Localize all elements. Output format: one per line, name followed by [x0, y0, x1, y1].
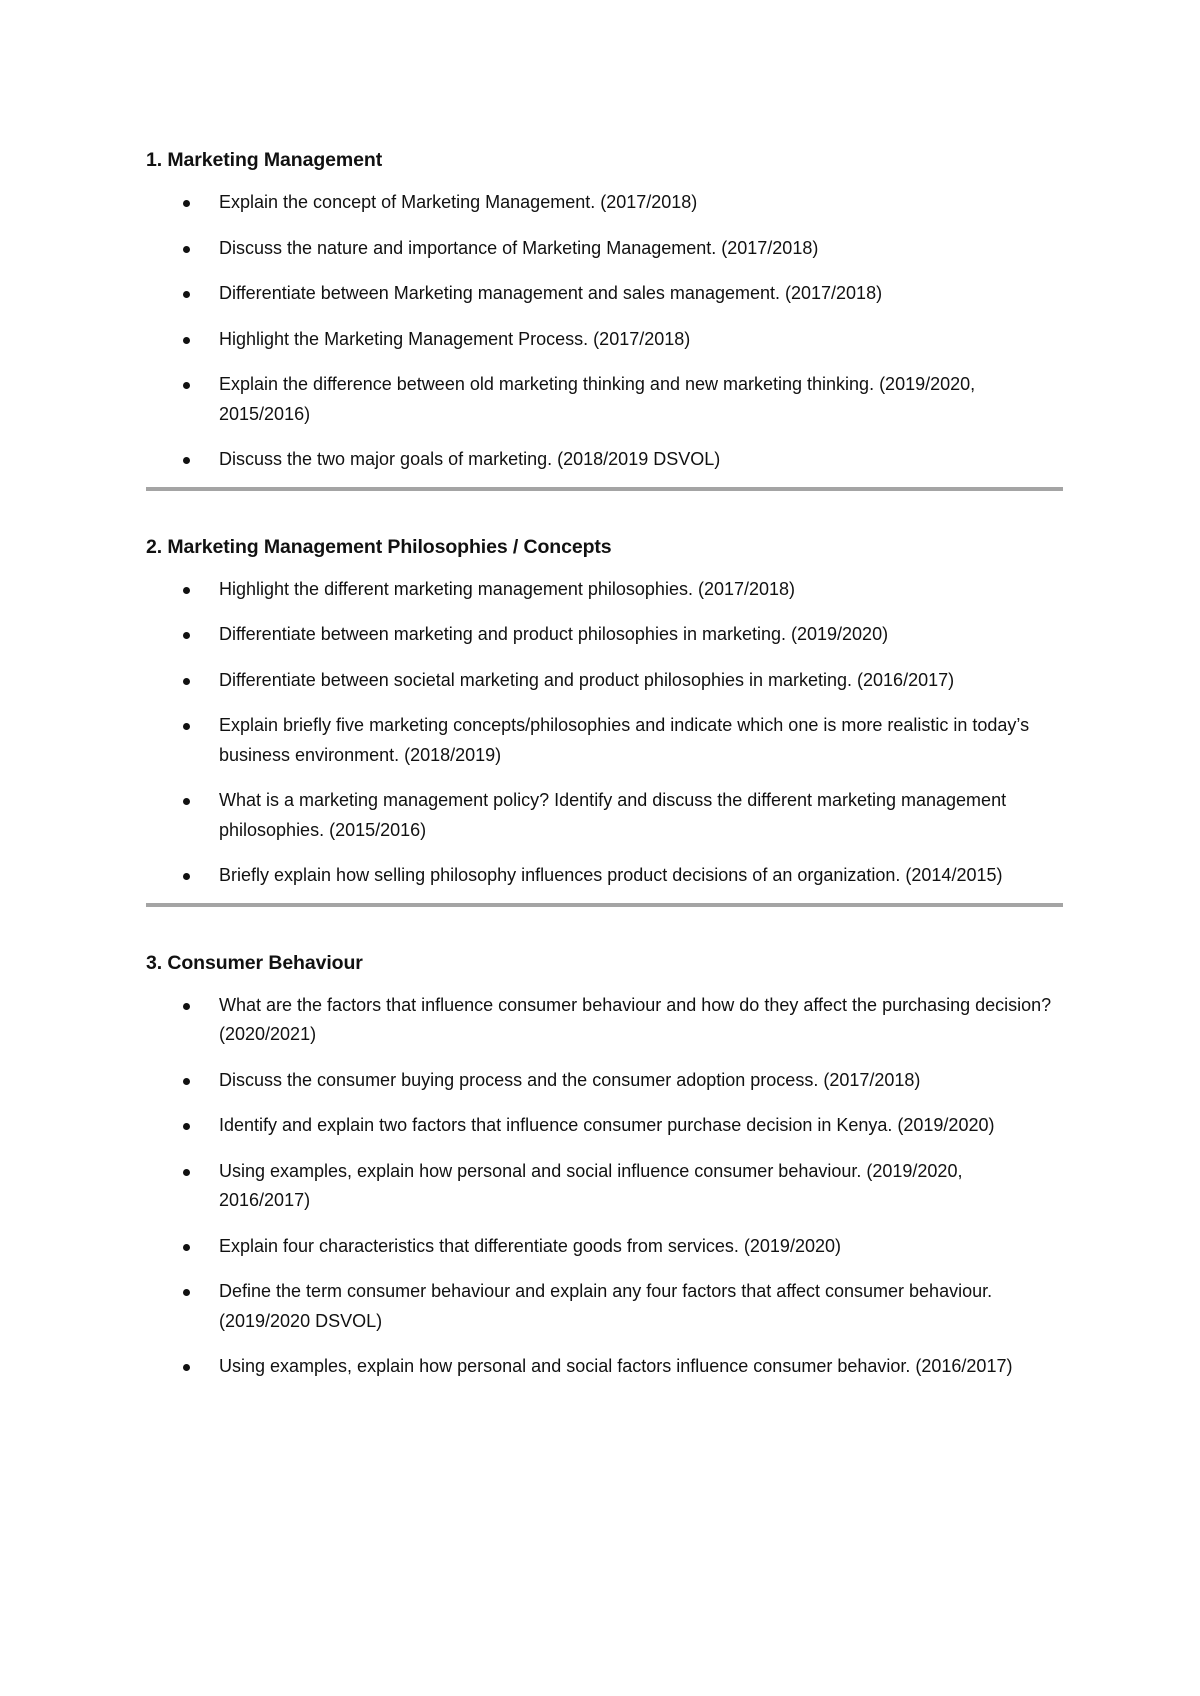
question-text: Differentiate between marketing and product philosophies in marketing. (2019/2020): [219, 624, 889, 644]
question-text: Identify and explain two factors that influence consumer purchase decision in Kenya. (2019/2020): [219, 1115, 995, 1135]
list-item: [146, 1157, 1063, 1216]
bullet-icon: [183, 873, 190, 880]
question-list: [146, 188, 1063, 475]
bullet-icon: [183, 1123, 190, 1130]
list-item: [146, 1232, 1063, 1262]
list-item: [146, 861, 1063, 891]
question-text: Highlight the Marketing Management Process. (2017/2018): [219, 328, 691, 349]
section-marketing-philosophies: [146, 533, 1063, 891]
bullet-icon: [183, 587, 190, 594]
bullet-icon: [183, 798, 190, 805]
bullet-icon: [183, 382, 190, 389]
list-item: [146, 445, 1063, 475]
section-title: 3. Consumer Behaviour: [146, 951, 363, 974]
section-divider: [146, 903, 1063, 907]
list-item: [146, 786, 1063, 845]
list-item: [146, 666, 1063, 696]
list-item: [146, 1066, 1063, 1096]
question-text: What is a marketing management policy? Identify and discuss the different marketing management philosophies. (2015/2016): [219, 790, 1007, 840]
question-text: Highlight the different marketing management philosophies. (2017/2018): [219, 578, 796, 599]
list-item: [146, 991, 1063, 1050]
question-text: Discuss the two major goals of marketing. (2018/2019 DSVOL): [219, 449, 721, 469]
list-item: [146, 188, 1063, 218]
section-title: 1. Marketing Management: [146, 149, 383, 171]
question-text: Define the term consumer behaviour and explain any four factors that affect consumer behaviour. (2019/2020 DSVOL): [219, 1281, 993, 1331]
list-item: [146, 1277, 1063, 1336]
question-text: Discuss the consumer buying process and the consumer adoption process. (2017/2018): [219, 1069, 921, 1090]
question-text: Explain four characteristics that differentiate goods from services. (2019/2020): [219, 1235, 841, 1256]
question-text: Discuss the nature and importance of Marketing Management. (2017/2018): [219, 237, 819, 258]
bullet-icon: [183, 1244, 190, 1251]
bullet-icon: [183, 457, 190, 464]
document-page: [146, 146, 1063, 1382]
list-item: [146, 1352, 1063, 1382]
question-text: Using examples, explain how personal and social factors influence consumer behavior. (2016/2017): [219, 1356, 1013, 1376]
bullet-icon: [183, 337, 190, 344]
question-list: [146, 991, 1063, 1382]
question-list: [146, 575, 1063, 891]
section-marketing-management: [146, 146, 1063, 475]
list-item: [146, 575, 1063, 605]
list-item: [146, 370, 1063, 429]
bullet-icon: [183, 1169, 190, 1176]
question-text: Differentiate between societal marketing and product philosophies in marketing. (2016/2017): [219, 669, 955, 690]
question-text: Differentiate between Marketing management and sales management. (2017/2018): [219, 283, 883, 303]
bullet-icon: [183, 1364, 190, 1371]
bullet-icon: [183, 632, 190, 639]
question-text: Explain briefly five marketing concepts/philosophies and indicate which one is more realistic in today’s business environment. (2018/2019): [219, 715, 1030, 765]
list-item: [146, 711, 1063, 770]
list-item: [146, 234, 1063, 264]
section-divider: [146, 487, 1063, 491]
bullet-icon: [183, 723, 190, 730]
list-item: [146, 1111, 1063, 1141]
section-consumer-behaviour: [146, 949, 1063, 1382]
question-text: Explain the difference between old marketing thinking and new marketing thinking. (2019/2020, 2015/2016): [219, 374, 976, 424]
list-item: [146, 325, 1063, 355]
list-item: [146, 620, 1063, 650]
bullet-icon: [183, 678, 190, 685]
question-text: Briefly explain how selling philosophy influences product decisions of an organization. (2014/2015): [219, 865, 1003, 885]
section-title: 2. Marketing Management Philosophies / Concepts: [146, 535, 612, 558]
bullet-icon: [183, 200, 190, 207]
question-text: Using examples, explain how personal and social influence consumer behaviour. (2019/2020, 2016/2017): [219, 1160, 963, 1210]
question-text: What are the factors that influence consumer behaviour and how do they affect the purchasing decision? (2020/2021): [219, 994, 1052, 1044]
bullet-icon: [183, 246, 190, 253]
question-text: Explain the concept of Marketing Management. (2017/2018): [219, 192, 698, 212]
list-item: [146, 279, 1063, 309]
bullet-icon: [183, 291, 190, 298]
bullet-icon: [183, 1078, 190, 1085]
bullet-icon: [183, 1289, 190, 1296]
bullet-icon: [183, 1003, 190, 1010]
